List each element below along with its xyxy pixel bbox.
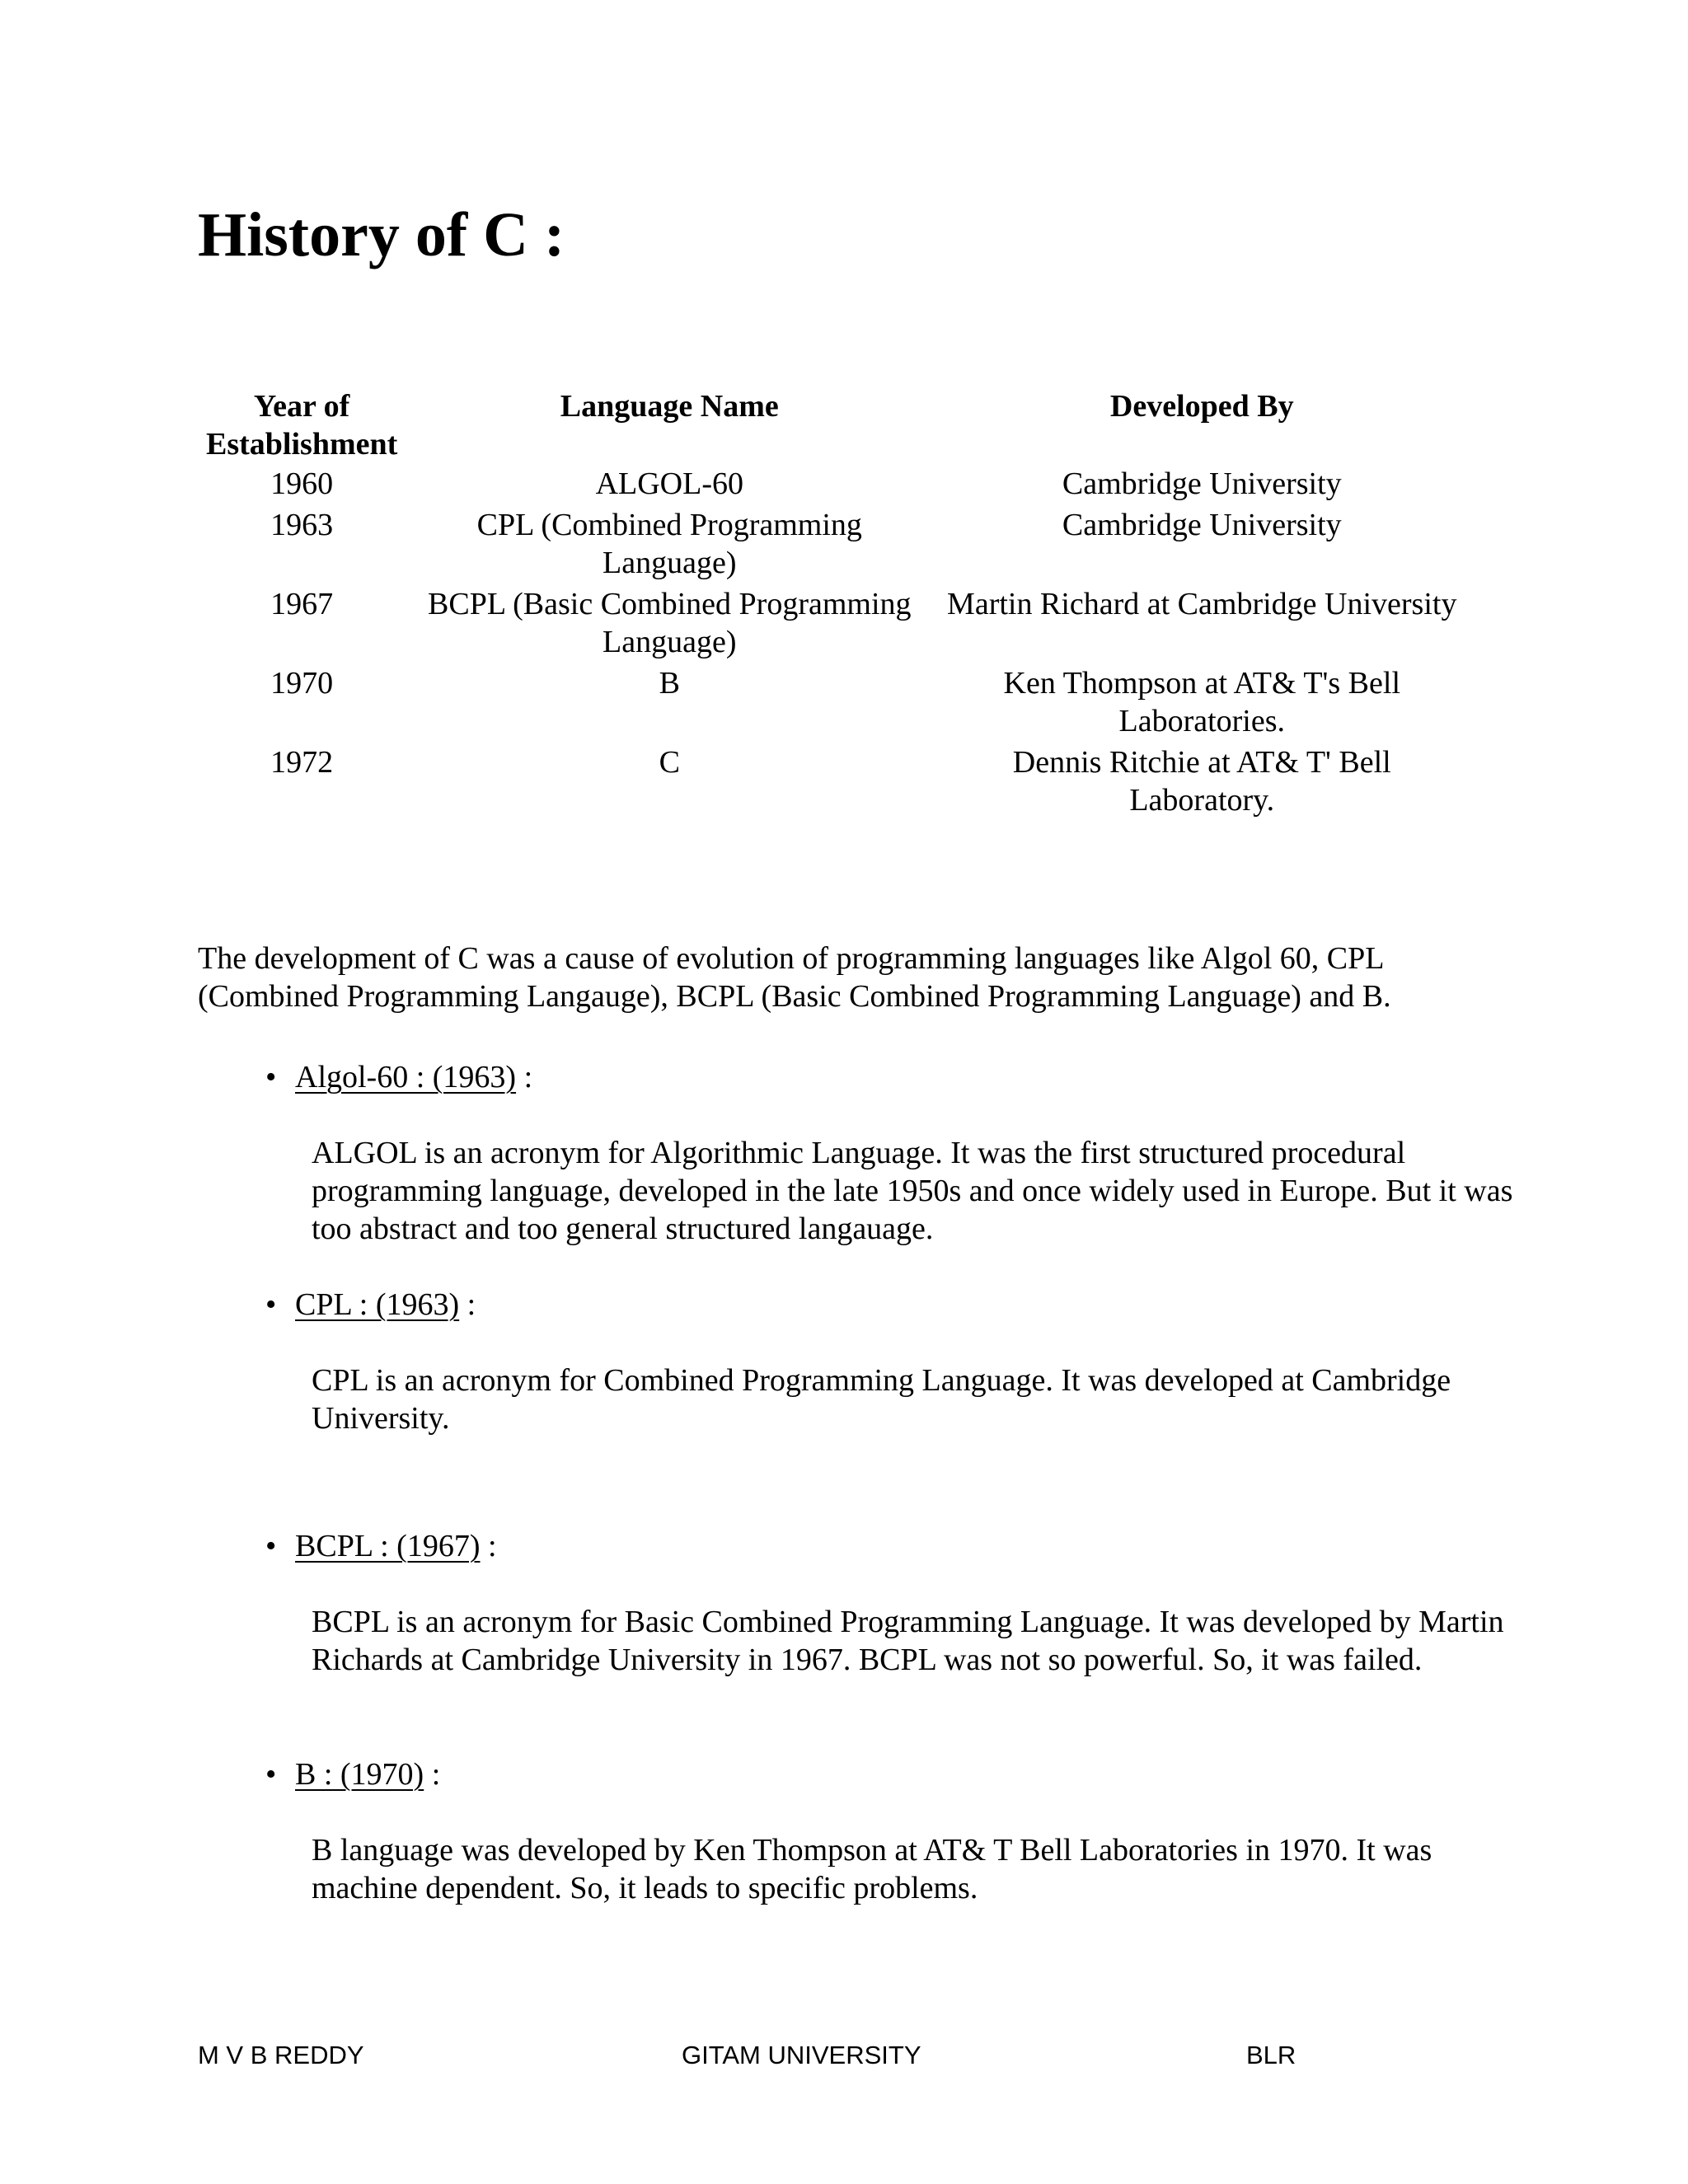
section-heading-row <box>198 1058 1508 1096</box>
table-row <box>198 664 1470 743</box>
cell-year: 1970 <box>270 666 334 701</box>
footer-location: BLR <box>1246 2041 1296 2069</box>
cell-year: 1963 <box>270 508 334 542</box>
page-title: History of C : <box>198 200 565 269</box>
section-heading-suffix: : <box>516 1060 533 1094</box>
table-row <box>198 465 1470 506</box>
cell-language: C <box>659 745 680 780</box>
section-text: BCPL is an acronym for Basic Combined Programming Language. It was developed by Martin Richards at Cambridge University in 1967. BCPL was not so powerful. So, it was failed. <box>312 1605 1504 1677</box>
cell-developer: Cambridge University <box>1062 466 1342 501</box>
cell-language: ALGOL-60 <box>595 466 743 501</box>
cell-year: 1967 <box>270 587 334 621</box>
table-header-row <box>198 387 1470 465</box>
cell-language: B <box>659 666 680 701</box>
section-heading-suffix: : <box>459 1287 476 1322</box>
cell-language: BCPL (Basic Combined Programming Language) <box>428 587 912 659</box>
section-text: ALGOL is an acronym for Algorithmic Language. It was the first structured procedural programming language, developed in the late 1950s and once widely used in Europe. But it was too abstract and too general structured langauage. <box>312 1136 1513 1246</box>
section-heading-suffix: : <box>424 1757 441 1792</box>
bullet-icon: • <box>265 1287 277 1322</box>
cell-developer: Dennis Ritchie at AT& T' Bell Laboratory. <box>1012 745 1391 818</box>
cell-developer: Martin Richard at Cambridge University <box>947 587 1457 621</box>
footer-institution: GITAM UNIVERSITY <box>682 2041 921 2069</box>
section-heading: B : (1970) <box>295 1757 424 1792</box>
section-heading: BCPL : (1967) <box>295 1529 481 1563</box>
bullet-icon: • <box>265 1060 277 1094</box>
table-row <box>198 743 1470 823</box>
table-row <box>198 585 1470 664</box>
section-bcpl <box>198 1527 1508 1679</box>
header-year: Year of Establishment <box>206 389 398 462</box>
header-language: Language Name <box>560 389 779 424</box>
cell-language: CPL (Combined Programming Language) <box>476 508 862 580</box>
intro-paragraph: The development of C was a cause of evolution of programming languages like Algol 60, CPL (Combined Programming Langauge), BCPL (Basic Combined Programming Language) and B. <box>198 941 1391 1014</box>
footer-author: M V B REDDY <box>198 2041 364 2069</box>
cell-year: 1960 <box>270 466 334 501</box>
section-heading: CPL : (1963) <box>295 1287 460 1322</box>
section-text: CPL is an acronym for Combined Programming Language. It was developed at Cambridge University. <box>312 1363 1451 1436</box>
header-developer: Developed By <box>1109 389 1294 424</box>
history-table <box>198 387 1470 823</box>
section-algol <box>198 1058 1513 1248</box>
section-cpl <box>198 1286 1508 1437</box>
section-text: B language was developed by Ken Thompson at AT& T Bell Laboratories in 1970. It was machine dependent. So, it leads to specific problems. <box>312 1833 1432 1905</box>
section-heading-row <box>198 1286 1508 1324</box>
cell-developer: Cambridge University <box>1062 508 1342 542</box>
bullet-icon: • <box>265 1757 277 1792</box>
bullet-icon: • <box>265 1529 277 1563</box>
cell-year: 1972 <box>270 745 334 780</box>
section-heading-row <box>198 1755 1508 1793</box>
section-heading-row <box>198 1527 1508 1565</box>
cell-developer: Ken Thompson at AT& T's Bell Laboratories. <box>1003 666 1401 738</box>
section-b <box>198 1755 1508 1907</box>
section-heading-suffix: : <box>480 1529 497 1563</box>
table-row <box>198 506 1470 585</box>
section-heading: Algol-60 : (1963) <box>295 1060 517 1094</box>
